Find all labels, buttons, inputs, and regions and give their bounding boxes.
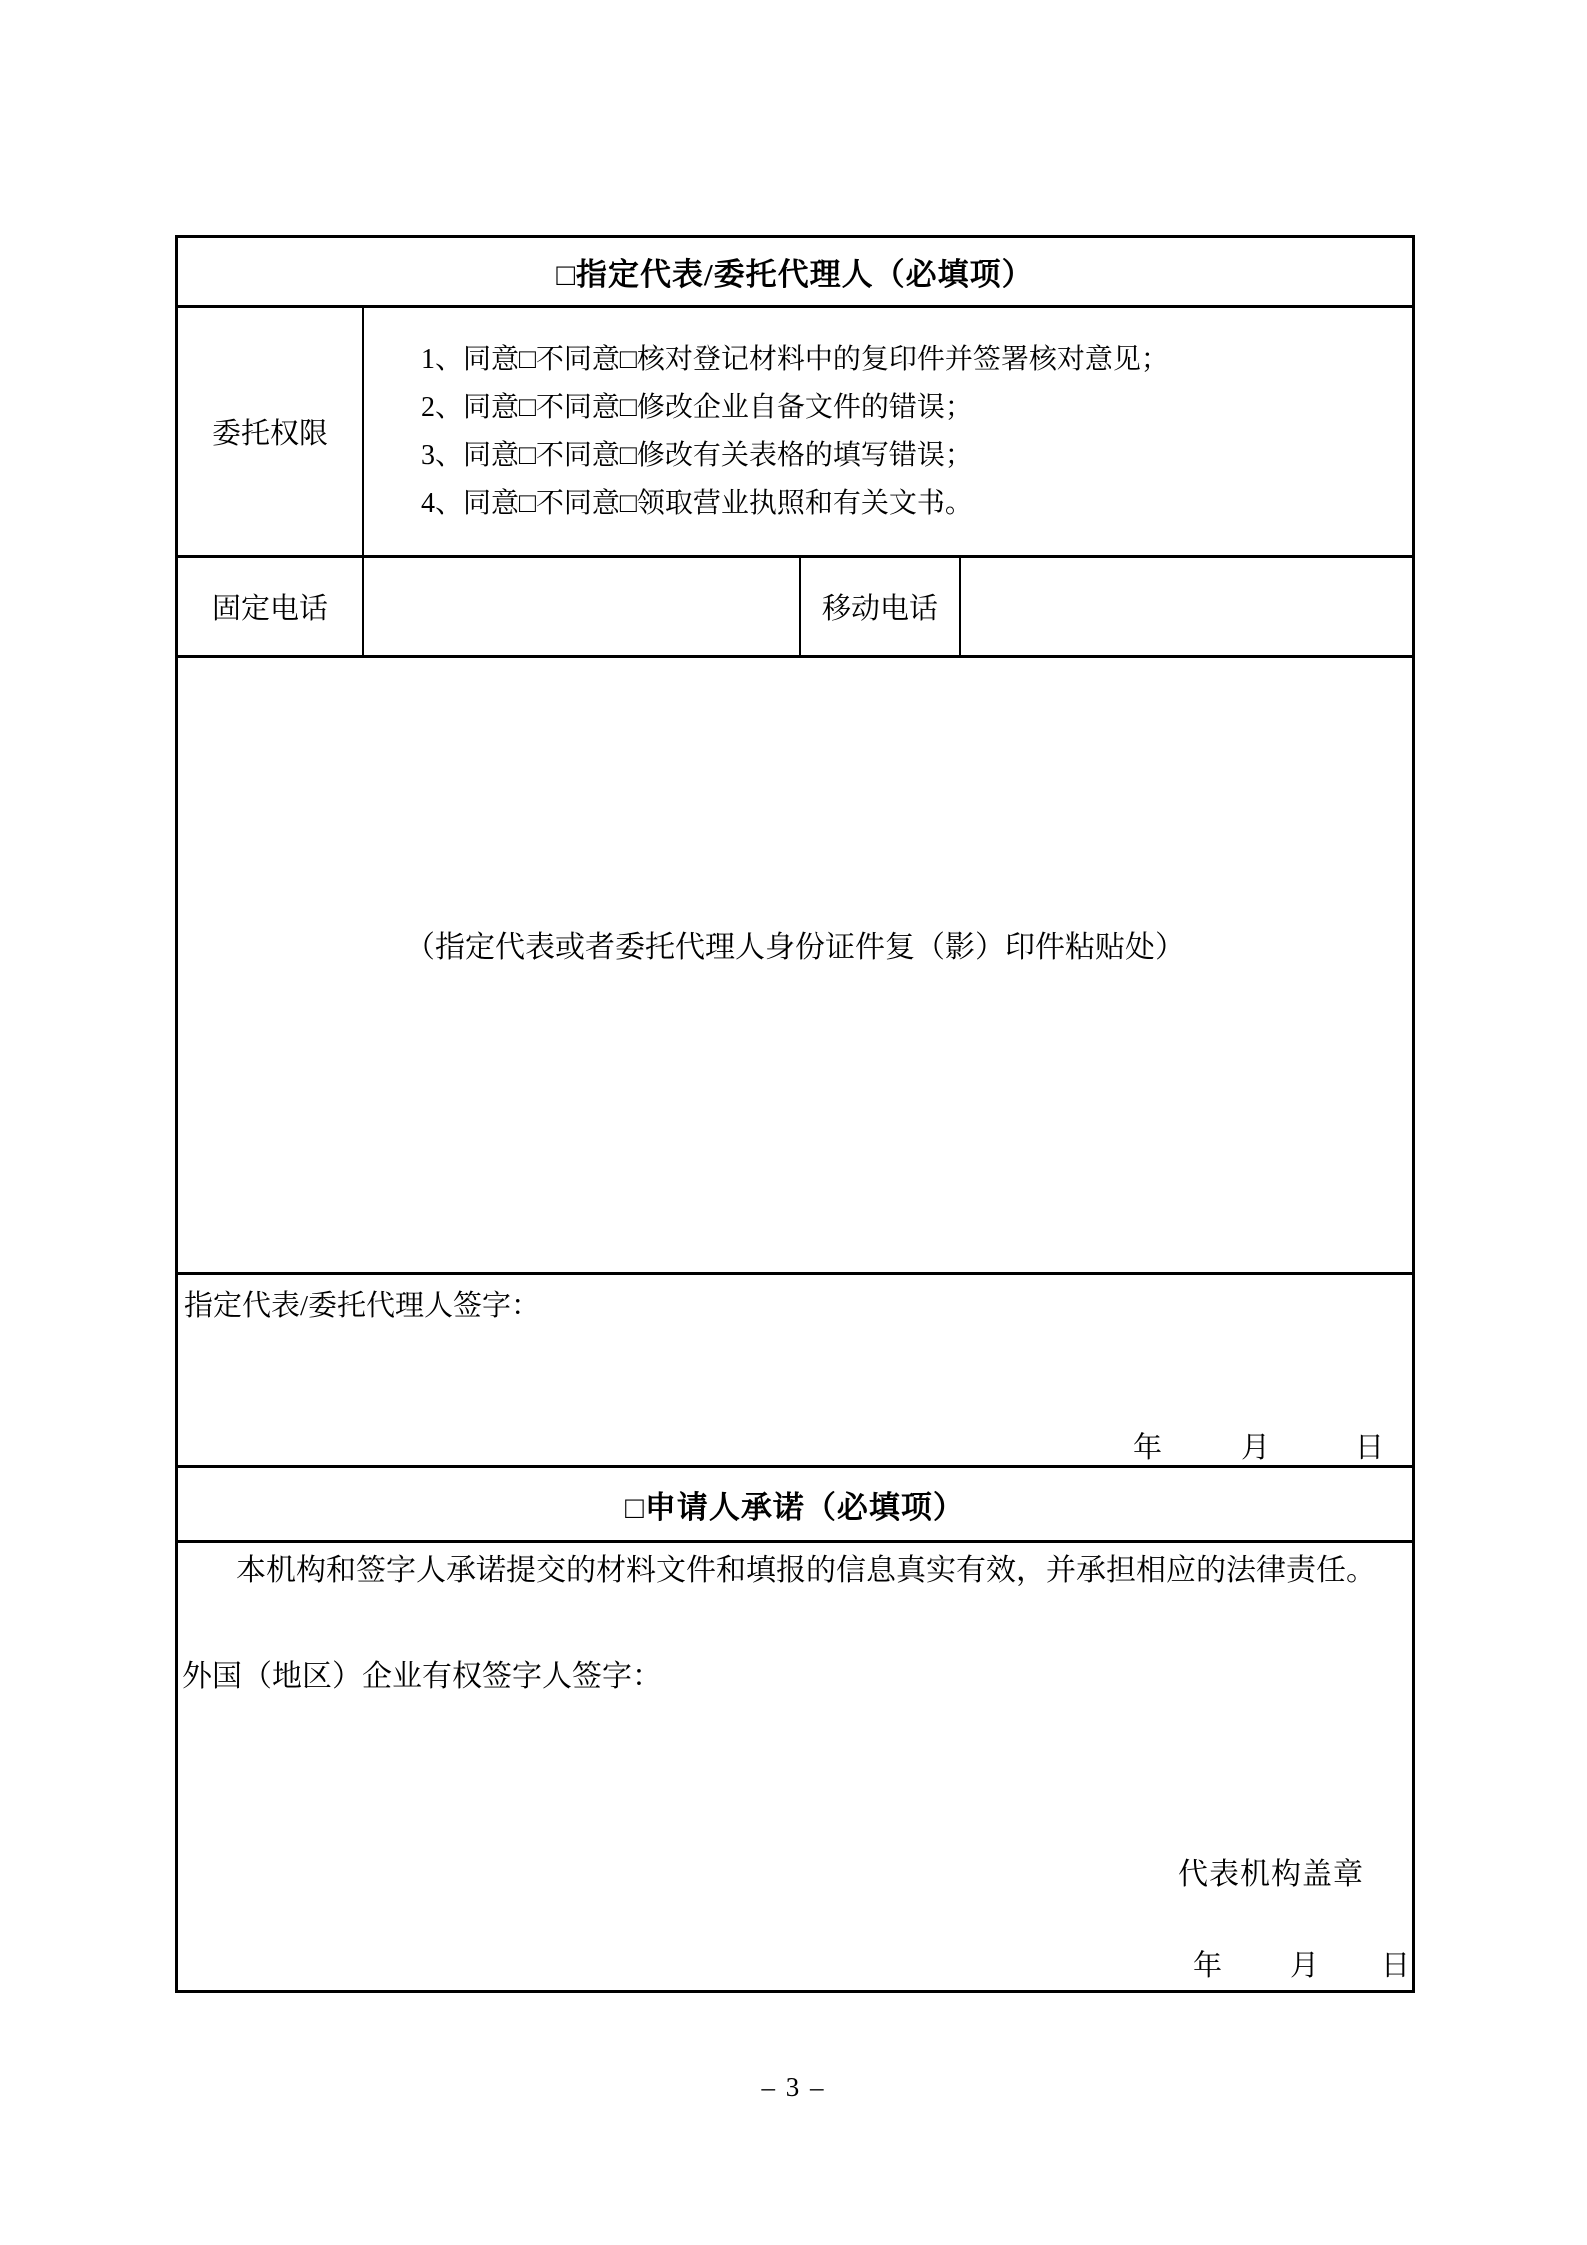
month-label-1: 月 xyxy=(1241,1432,1271,1464)
office-seal-label: 代表机构盖章 xyxy=(1178,1858,1364,1891)
authority-row xyxy=(178,308,1412,558)
phone-row xyxy=(178,558,1412,658)
month-label-2: 月 xyxy=(1290,1950,1320,1982)
mobile-phone-label: 移动电话 xyxy=(821,593,938,625)
fixed-phone-label-cell xyxy=(178,558,364,655)
year-label-2: 年 xyxy=(1193,1950,1223,1982)
fixed-phone-label: 固定电话 xyxy=(211,593,328,625)
authority-label: 委托权限 xyxy=(211,418,328,450)
commitment-statement: 本机构和签字人承诺提交的材料文件和填报的信息真实有效，并承担相应的法律责任。 xyxy=(236,1554,1376,1587)
authorized-signer-label: 外国（地区）企业有权签字人签字： xyxy=(182,1660,662,1693)
authority-label-cell xyxy=(178,308,364,555)
fixed-phone-value-cell xyxy=(364,558,801,655)
section2-header-row xyxy=(178,1468,1412,1543)
agent-declaration-table xyxy=(175,235,1415,1993)
authority-option-3: 3、同意□不同意□修改有关表格的填写错误； xyxy=(421,440,973,471)
agent-signature-label: 指定代表/委托代理人签字： xyxy=(184,1290,541,1322)
id-paste-note: （指定代表或者委托代理人身份证件复（影）印件粘贴处） xyxy=(405,931,1185,964)
commitment-row xyxy=(178,1553,1412,1990)
section2-title: □申请人承诺（必填项） xyxy=(625,1489,965,1525)
mobile-phone-label-cell xyxy=(801,558,961,655)
year-label-1: 年 xyxy=(1133,1432,1163,1464)
mobile-phone-value-cell xyxy=(961,558,1412,655)
authority-options-cell xyxy=(364,308,1412,555)
section1-header-row xyxy=(178,238,1412,308)
section1-title: □指定代表/委托代理人（必填项） xyxy=(556,257,1034,292)
authority-option-2: 2、同意□不同意□修改企业自备文件的错误； xyxy=(421,392,973,423)
day-label-2: 日 xyxy=(1381,1950,1411,1982)
id-copy-paste-area xyxy=(178,658,1412,1275)
authority-option-1: 1、同意□不同意□核对登记材料中的复印件并签署核对意见； xyxy=(421,344,1169,375)
day-label-1: 日 xyxy=(1355,1432,1385,1464)
authority-option-4: 4、同意□不同意□领取营业执照和有关文书。 xyxy=(421,488,973,519)
page-number: – 3 – xyxy=(761,2072,826,2102)
agent-signature-row xyxy=(178,1275,1412,1468)
